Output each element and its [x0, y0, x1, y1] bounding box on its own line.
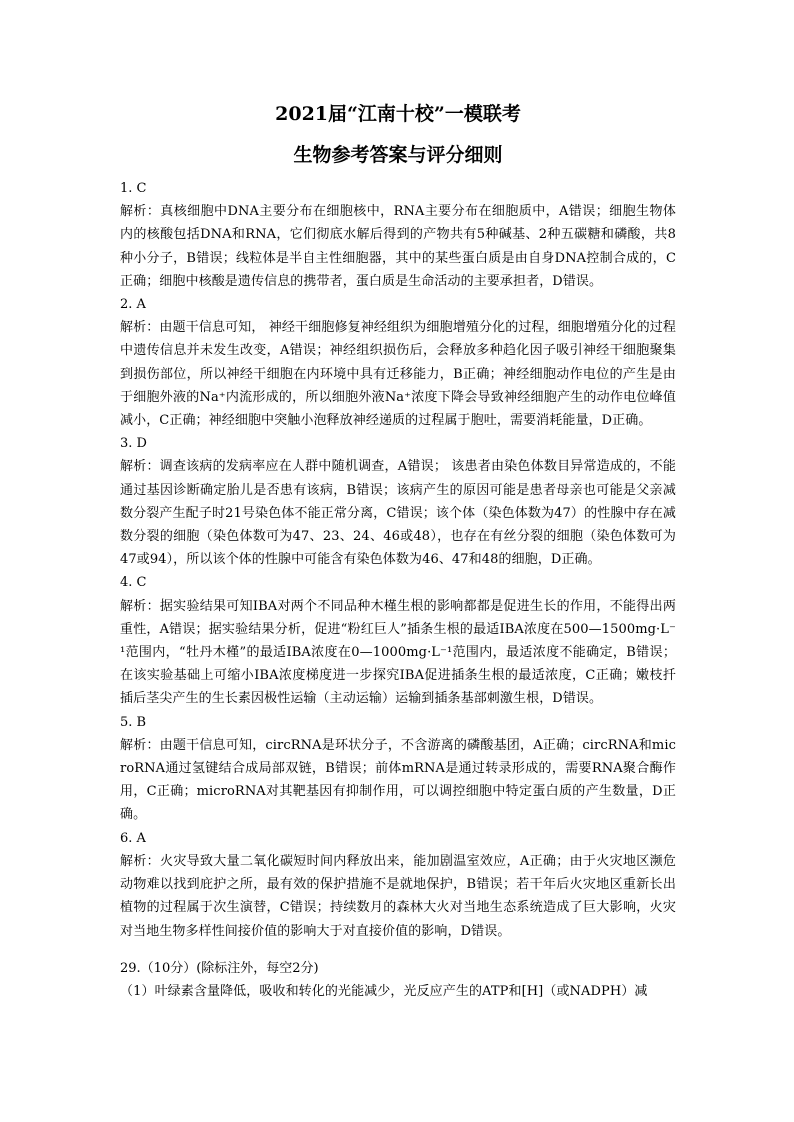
- answer-item-5: [120, 711, 676, 827]
- answer-item-3: [120, 432, 676, 571]
- section-gap: [120, 943, 676, 957]
- answer-explanation: 解析：由题干信息可知， 神经干细胞修复神经组织为细胞增殖分化的过程，细胞增殖分化的过程中遗传信息并未发生改变，A错误；神经组织损伤后，会释放多种趋化因子吸引神经干细胞聚集到损伤部位，所以神经干细胞在内环境中具有迁移能力，B正确；神经细胞动作电位的产生是由于细胞外液的Na⁺内流形成的，所以细胞外液Na⁺浓度下降会导致神经细胞产生的动作电位峰值减小，C正确；神经细胞中突触小泡释放神经递质的过程属于胞吐，需要消耗能量，D正确。: [120, 320, 676, 429]
- answer-label: 5. B: [120, 714, 147, 730]
- question-29-header: 29.（10分）(除标注外，每空2分): [120, 960, 319, 976]
- answer-explanation: 解析：由题干信息可知，circRNA是环状分子，不含游离的磷酸基团，A正确；circRNA和microRNA通过氢键结合成局部双链，B错误；前体mRNA是通过转录形成的，需要RNA聚合酶作用，C正确；microRNA对其靶基因有抑制作用，可以调控细胞中特定蛋白质的产生数量，D正确。: [120, 737, 676, 823]
- answer-explanation: 解析：火灾导致大量二氧化碳短时间内释放出来，能加剧温室效应，A正确；由于火灾地区濒危动物难以找到庇护之所，最有效的保护措施不是就地保护，B错误；若干年后火灾地区重新长出植物的过程属于次生演替，C错误；持续数月的森林大火对当地生态系统造成了巨大影响，火灾对当地生物多样性间接价值的影响大于对直接价值的影响，D错误。: [120, 853, 676, 939]
- answer-item-1: [120, 177, 676, 293]
- question-29: [120, 957, 676, 1003]
- document-title: 2021届“江南十校”一模联考: [275, 103, 521, 125]
- answer-item-6: [120, 827, 676, 943]
- answer-label: 6. A: [120, 830, 146, 846]
- document-subtitle: 生物参考答案与评分细则: [293, 144, 503, 166]
- question-29-part-1: （1）叶绿素含量降低，吸收和转化的光能减少，光反应产生的ATP和[H]（或NADPH）减: [120, 983, 648, 999]
- answer-explanation: 解析：调查该病的发病率应在人群中随机调查，A错误； 该患者由染色体数目异常造成的，不能通过基因诊断确定胎儿是否患有该病，B错误；该病产生的原因可能是患者母亲也可能是父亲减数分裂产生配子时21号染色体不能正常分离，C错误；该个体（染色体数为47）的性腺中存在减数分裂的细胞（染色体数可为47、23、24、46或48），也存在有丝分裂的细胞（染色体数可为47或94），所以该个体的性腺中可能含有染色体数为46、47和48的细胞，D正确。: [120, 459, 676, 568]
- answer-explanation: 解析：真核细胞中DNA主要分布在细胞核中，RNA主要分布在细胞质中，A错误；细胞生物体内的核酸包括DNA和RNA，它们彻底水解后得到的产物共有5种碱基、2种五碳糖和磷酸，共8种小分子，B错误；线粒体是半自主性细胞器，其中的某些蛋白质是由自身DNA控制合成的，C正确；细胞中核酸是遗传信息的携带者，蛋白质是生命活动的主要承担者，D错误。: [120, 204, 676, 289]
- answer-label: 1. C: [120, 181, 147, 196]
- answer-label: 4. C: [120, 575, 147, 591]
- answer-item-4: [120, 571, 676, 710]
- answer-label: 2. A: [120, 297, 146, 313]
- answer-label: 3. D: [120, 436, 147, 452]
- answer-item-2: [120, 293, 676, 432]
- answer-explanation: 解析：据实验结果可知IBA对两个不同品种木槿生根的影响都都是促进生长的作用，不能得出两重性，A错误；据实验结果分析，促进“粉红巨人”插条生根的最适IBA浓度在500—1500mg·L⁻¹范围内，“牡丹木槿”的最适IBA浓度在0—1000mg·L⁻¹范围内，最适浓度不能确定，B错误；在该实验基础上可缩小IBA浓度梯度进一步探究IBA促进插条生根的最适浓度，C正确；嫩枝扦插后茎尖产生的生长素因极性运输（主动运输）运输到插条基部刺激生根，D错误。: [120, 598, 676, 707]
